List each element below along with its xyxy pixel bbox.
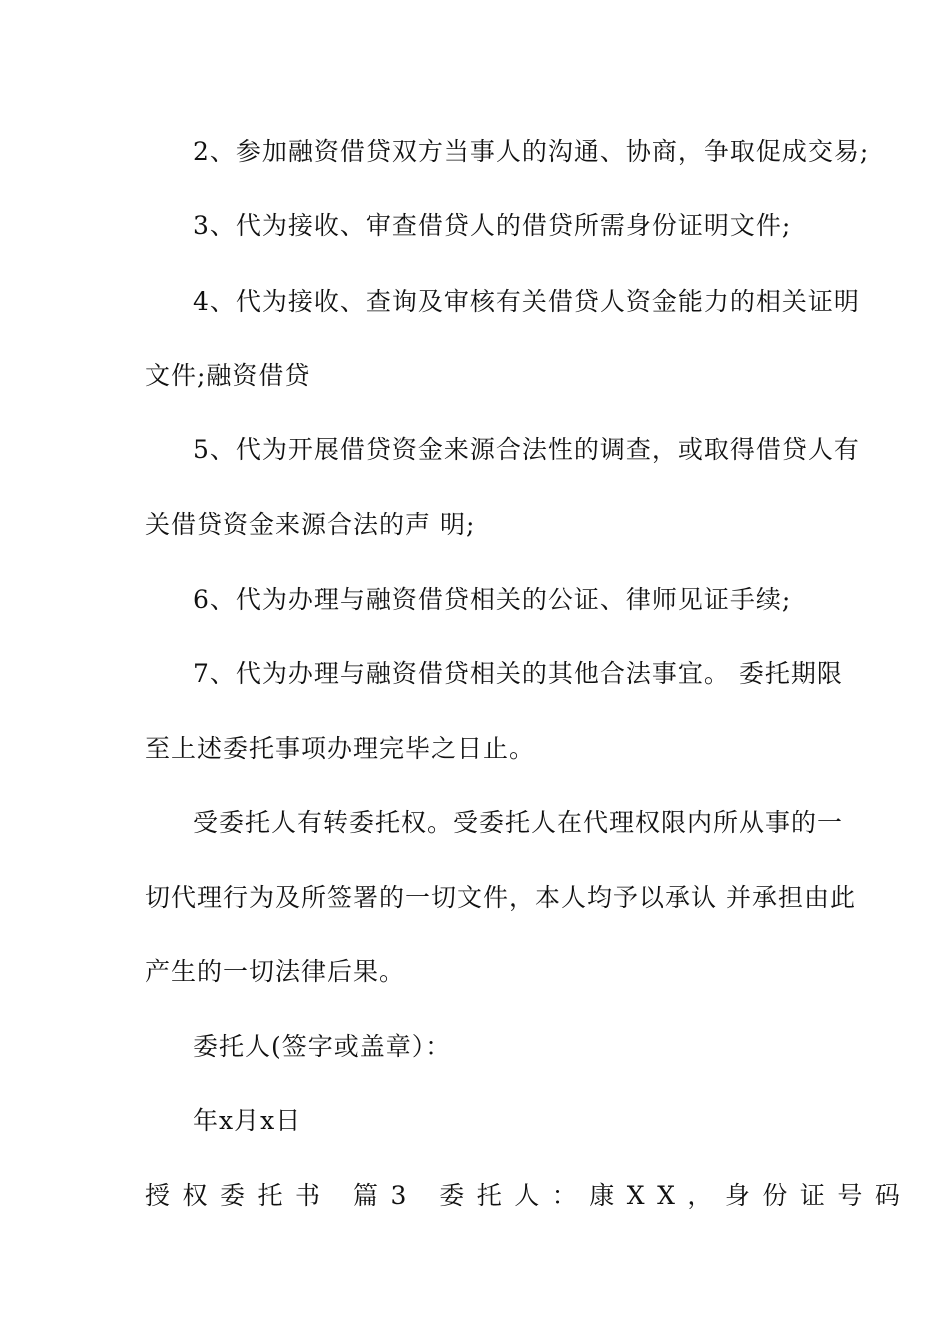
clause-4-line-1: 4、代为接收、查询及审核有关借贷人资金能力的相关证明	[193, 287, 860, 316]
clause-6: 6、代为办理与融资借贷相关的公证、律师见证手续;	[193, 585, 792, 614]
clause-3: 3、代为接收、审查借贷人的借贷所需身份证明文件;	[193, 211, 792, 240]
clause-2: 2、参加融资借贷双方当事人的沟通、协商，争取促成交易;	[193, 137, 870, 166]
date-line: 年x月x日	[193, 1106, 302, 1135]
principal-signature-line: 委托人(签字或盖章）：	[193, 1032, 452, 1061]
section-heading-line: 授权委托书 篇3 委托人：康XX，身份证号码	[145, 1181, 913, 1210]
sub-delegation-line-3: 产生的一切法律后果。	[145, 957, 406, 986]
clause-5-line-2: 关借贷资金来源合法的声 明;	[145, 510, 476, 539]
sub-delegation-line-1: 受委托人有转委托权。受委托人在代理权限内所从事的一	[193, 808, 844, 837]
clause-4-line-2: 文件;融资借贷	[145, 361, 311, 390]
clause-7-line-2: 至上述委托事项办理完毕之日止。	[145, 734, 536, 763]
clause-7-line-1: 7、代为办理与融资借贷相关的其他合法事宜。 委托期限	[193, 659, 843, 688]
sub-delegation-line-2: 切代理行为及所签署的一切文件，本人均予以承认 并承担由此	[145, 883, 856, 912]
clause-5-line-1: 5、代为开展借贷资金来源合法性的调查，或取得借贷人有	[193, 435, 860, 464]
